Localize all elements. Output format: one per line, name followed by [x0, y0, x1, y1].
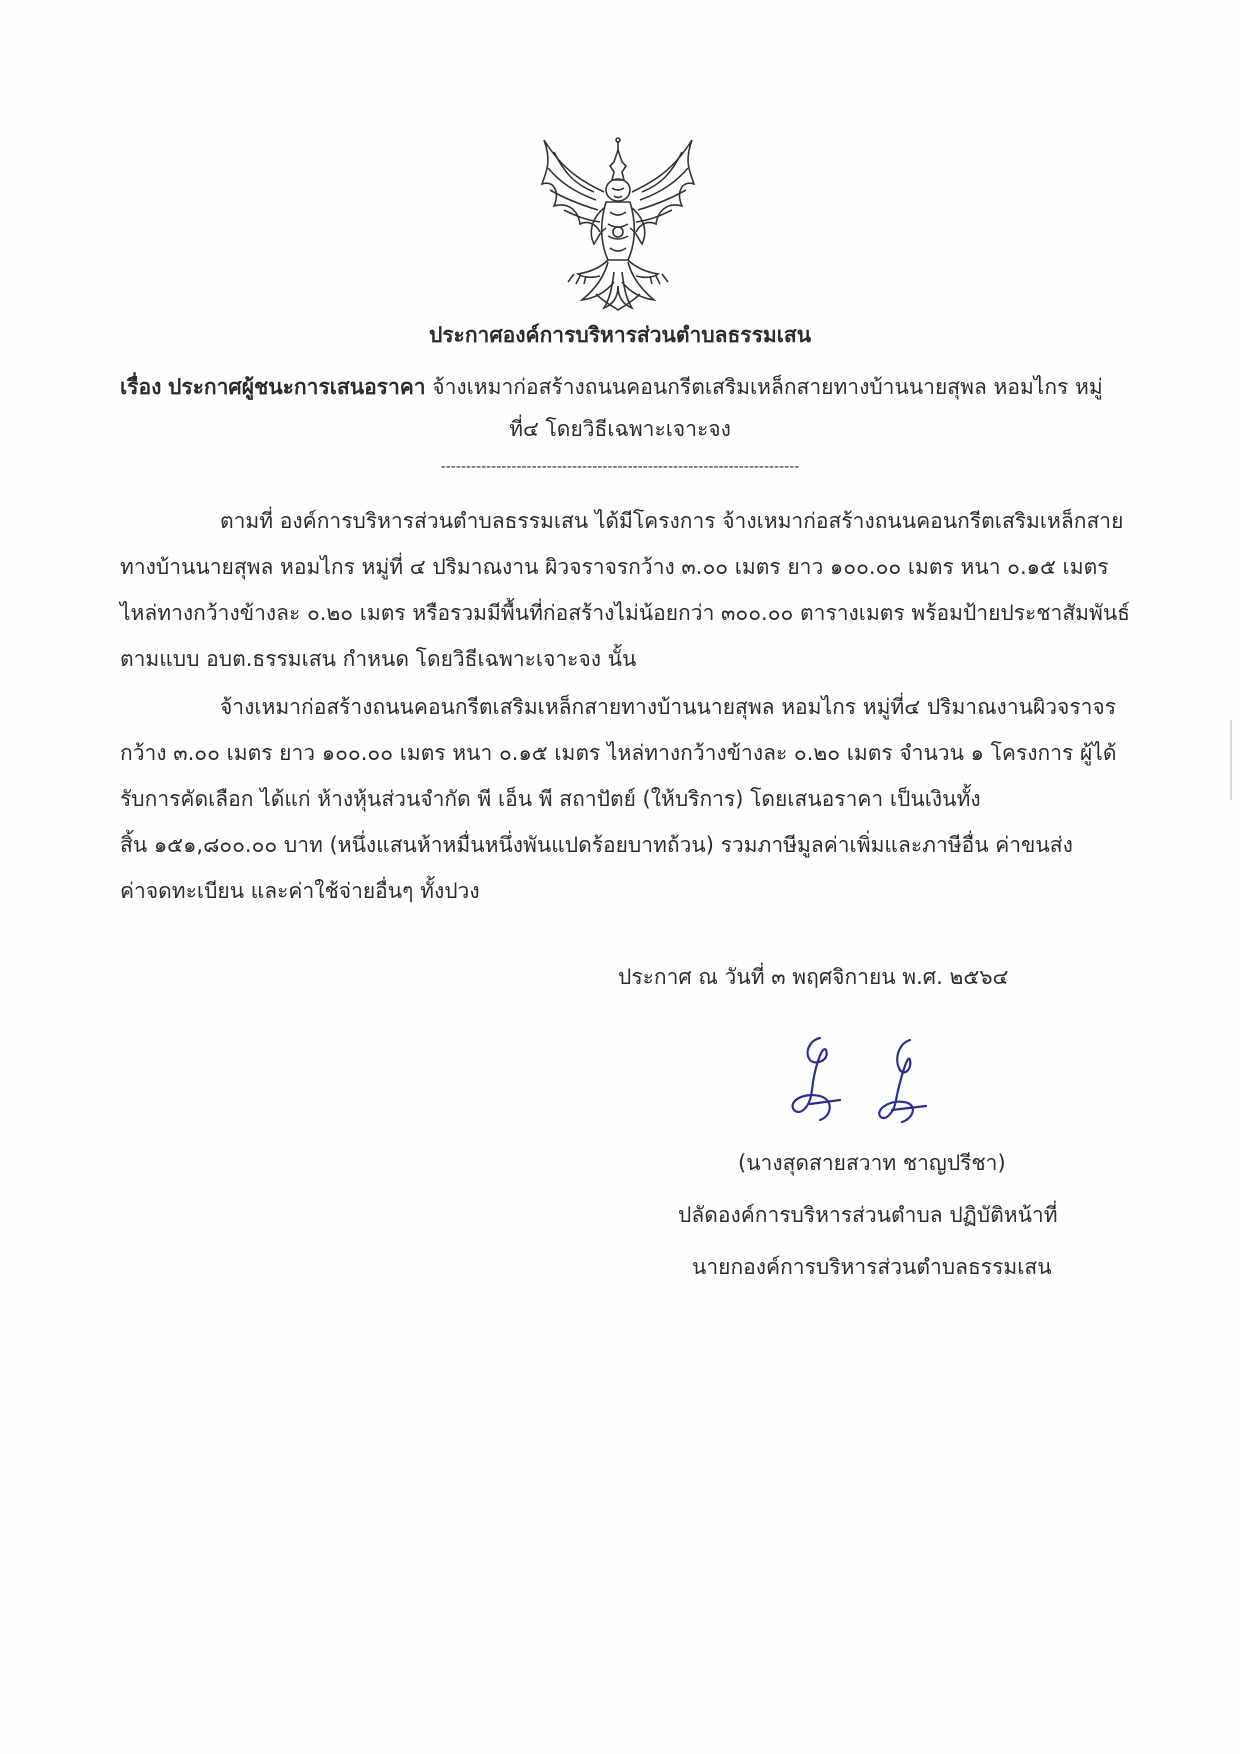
garuda-emblem-icon [534, 132, 702, 314]
divider-line: ----------------------------------------------------------------------- [440, 459, 800, 475]
signatory-position-2: นายกองค์การบริหารส่วนตำบลธรรมเสน [692, 1255, 1052, 1279]
p2-line-2: กว้าง ๓.๐๐ เมตร ยาว ๑๐๐.๐๐ เมตร หนา ๐.๑๕ เมตร ไหล่ทางกว้างข้างละ ๐.๒๐ เมตร จำนวน ๑ โครงการ ผู้ได้ [120, 741, 1117, 765]
p2-line-4: สิ้น ๑๕๑,๘๐๐.๐๐ บาท (หนึ่งแสนห้าหมื่นหนึ่งพันแปดร้อยบาทถ้วน) รวมภาษีมูลค่าเพิ่มและภาษีอื่น ค่าขนส่ง [120, 833, 1073, 857]
p1-line-3: ไหล่ทางกว้างข้างละ ๐.๒๐ เมตร หรือรวมมีพื้นที่ก่อสร้างไม่น้อยกว่า ๓๐๐.๐๐ ตารางเมตร พร้อมป้ายประชาสัมพันธ์ [120, 601, 1130, 625]
signatory-name: (นางสุดสายสวาท ชาญปรีชา) [738, 1151, 1006, 1175]
p1-line-2: ทางบ้านนายสุพล หอมไกร หมู่ที่ ๔ ปริมาณงาน ผิวจราจรกว้าง ๓.๐๐ เมตร ยาว ๑๐๐.๐๐ เมตร หนา ๐.๑๕ เมตร [120, 555, 1109, 579]
subject-line-1 [120, 372, 1103, 402]
p2-line-1: จ้างเหมาก่อสร้างถนนคอนกรีตเสริมเหล็กสายทางบ้านนายสุพล หอมไกร หมู่ที่๔ ปริมาณงานผิวจราจร [220, 695, 1117, 719]
announcement-date: ประกาศ ณ วันที่ ๓ พฤศจิกายน พ.ศ. ๒๕๖๔ [618, 965, 1009, 989]
p1-line-4: ตามแบบ อบต.ธรรมเสน กำหนด โดยวิธีเฉพาะเจาะจง นั้น [120, 647, 637, 671]
p1-line-1: ตามที่ องค์การบริหารส่วนตำบลธรรมเสน ได้มีโครงการ จ้างเหมาก่อสร้างถนนคอนกรีตเสริมเหล็กสาย [220, 509, 1124, 533]
handwritten-signature [780, 1030, 960, 1130]
subject-line-2: ที่๔ โดยวิธีเฉพาะเจาะจง [509, 417, 731, 441]
p2-line-5: ค่าจดทะเบียน และค่าใช้จ่ายอื่นๆ ทั้งปวง [120, 879, 480, 903]
signatory-position-1: ปลัดองค์การบริหารส่วนตำบล ปฏิบัติหน้าที่ [678, 1203, 1058, 1227]
subject-label: เรื่อง [120, 375, 162, 399]
p2-line-3: รับการคัดเลือก ได้แก่ ห้างหุ้นส่วนจำกัด พี เอ็น พี สถาปัตย์ (ให้บริการ) โดยเสนอราคา เป็นเงินทั้ง [120, 787, 981, 811]
subject-rest: จ้างเหมาก่อสร้างถนนคอนกรีตเสริมเหล็กสายทางบ้านนายสุพล หอมไกร หมู่ [432, 375, 1103, 399]
organization-title: ประกาศองค์การบริหารส่วนตำบลธรรมเสน [428, 323, 812, 347]
subject-bold: ประกาศผู้ชนะการเสนอราคา [168, 375, 426, 399]
scan-edge-mark [1230, 720, 1232, 800]
